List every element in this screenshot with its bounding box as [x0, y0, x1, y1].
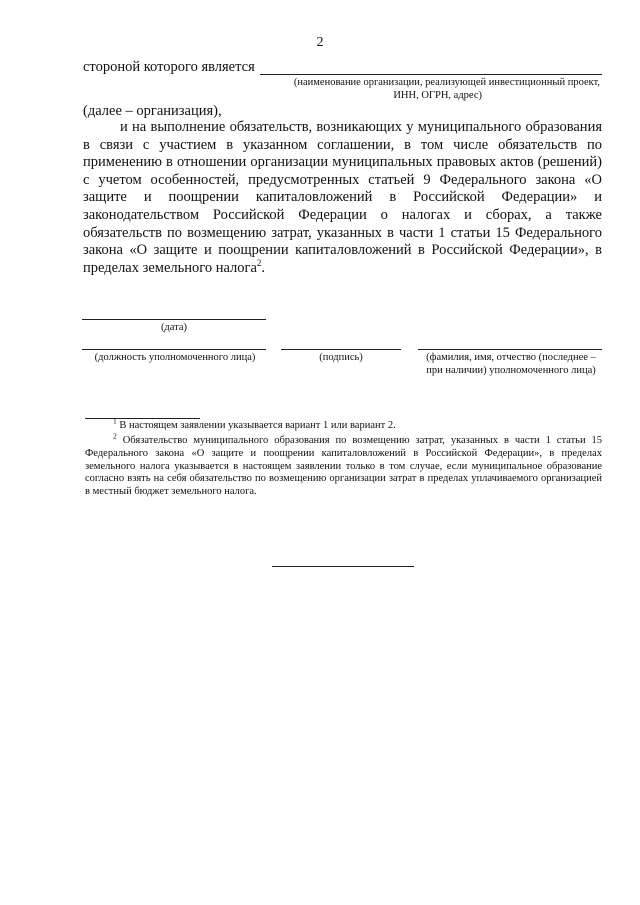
end-of-document-rule [272, 566, 414, 567]
paragraph-end-punct: . [261, 259, 266, 276]
full-name-label [418, 352, 604, 377]
signature-label: (подпись) [319, 352, 363, 363]
footnote-separator [85, 418, 200, 419]
footnote-1-number: 1 [113, 416, 117, 426]
position-line [82, 349, 266, 350]
footnote-2 [85, 431, 603, 499]
full-name-line [418, 349, 602, 350]
footnote-2-text: Обязательство муниципального образования по возмещению затрат, указанных в части 1 статьи 15 Федерального закона «О защите и поощрении капиталовложений в Российской Федерации», в пределах земельного налога указывается в настоящем заявлении только в том случае, если муниципальное образование согласно взять на себя обязательство по возмещению организации затрат в пределах уплачиваемого организацией в местный бюджет земельного налога. [85, 435, 603, 498]
party-label: стороной которого является [83, 59, 255, 75]
footnote-2-number: 2 [113, 431, 117, 441]
obligations-paragraph [83, 119, 602, 277]
full-name-label-line2: при наличии) уполномоченного лица) [426, 364, 596, 376]
organization-caption-line1: (наименование организации, реализующей инвестиционный проект, [293, 77, 600, 88]
signature-line [281, 349, 401, 350]
footnote-ref-2: 2 [256, 257, 262, 268]
date-label: (дата) [160, 322, 188, 333]
page-number: 2 [316, 35, 324, 50]
after-organization-text: (далее – организация), [83, 103, 222, 119]
date-line [82, 319, 266, 320]
footnote-1-text: В настоящем заявлении указывается вариант 1 или вариант 2. [119, 420, 396, 431]
organization-name-line [260, 74, 602, 75]
organization-caption [270, 77, 600, 102]
footnote-1 [85, 416, 602, 433]
full-name-label-line1: (фамилия, имя, отчество (последнее – [426, 352, 596, 363]
organization-caption-line2: ИНН, ОГРН, адрес) [393, 89, 482, 101]
position-label: (должность уполномоченного лица) [94, 352, 256, 363]
obligations-paragraph-text: и на выполнение обязательств, возникающих у муниципального образования в связи с участием в указанном соглашении, в том числе обязательств по применению в отношении организации муниципальных правовых актов (решений) с учетом особенностей, предусмотренных статьей 9 Федерального закона «О защите и поощрении капиталовложений в Российской Федерации» и законодательством Российской Федерации о налогах и сборах, а также обязательств по возмещению затрат, указанных в части 1 статьи 15 Федерального закона «О защите и поощрении капиталовложений в Российской Федерации», в пределах земельного налога [83, 119, 602, 276]
